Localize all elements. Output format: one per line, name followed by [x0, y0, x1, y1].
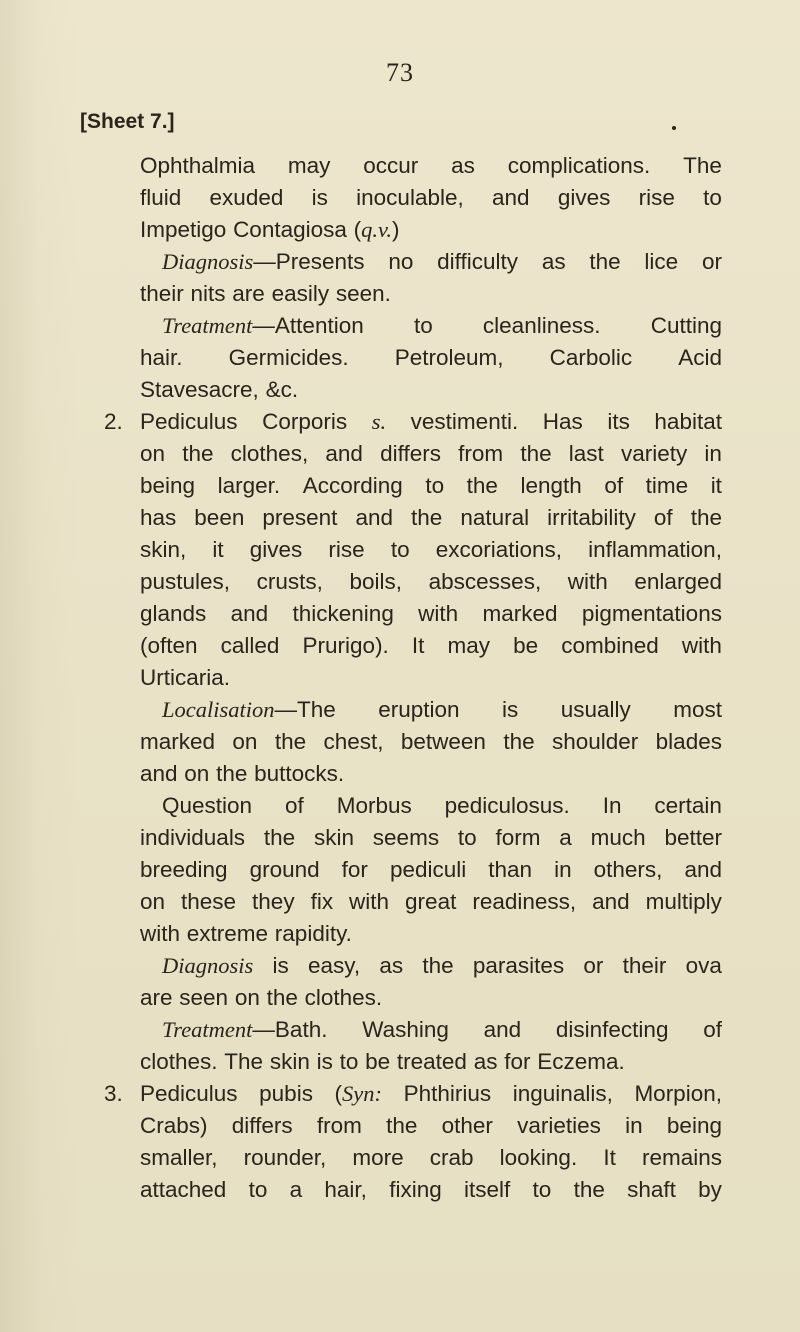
word: differs — [231, 1113, 293, 1138]
word: multiply — [645, 889, 722, 914]
ink-speck — [672, 126, 676, 130]
word: smaller, — [140, 1145, 218, 1170]
text-line — [140, 1046, 722, 1078]
word: being — [140, 473, 196, 498]
word: pediculi — [389, 857, 467, 882]
word: ground — [249, 857, 320, 882]
word: as — [451, 153, 475, 178]
text-line — [104, 406, 722, 438]
word: Localisation—The — [162, 697, 336, 722]
word: as — [379, 953, 404, 978]
word: (often — [140, 633, 198, 658]
word: extreme — [186, 921, 269, 946]
word: Washing — [362, 1017, 449, 1042]
word: Urticaria. — [140, 665, 231, 690]
word: they — [252, 889, 295, 914]
word: Diagnosis — [162, 953, 254, 978]
word: the — [266, 985, 298, 1010]
word: as — [541, 249, 566, 274]
word: to — [248, 1177, 268, 1202]
word: irritability — [547, 505, 636, 530]
page-number: 73 — [386, 58, 414, 87]
word: Corporis — [262, 409, 348, 434]
word: Pediculus — [140, 1081, 238, 1106]
text-line — [140, 534, 722, 566]
word: disinfecting — [555, 1017, 669, 1042]
word: and — [230, 601, 269, 626]
word: their — [140, 281, 184, 306]
word: the — [520, 441, 552, 466]
word: remains — [641, 1145, 722, 1170]
word: enlarged — [634, 569, 722, 594]
word: in — [704, 441, 722, 466]
word: rise — [328, 537, 365, 562]
word: skin — [269, 1049, 310, 1074]
word: with — [567, 569, 608, 594]
word: easy, — [307, 953, 361, 978]
word: for — [341, 857, 368, 882]
word: (Syn: — [334, 1081, 383, 1106]
word: on — [234, 985, 260, 1010]
word: to — [532, 1177, 552, 1202]
word: marked — [482, 601, 558, 626]
word: are — [140, 985, 173, 1010]
word: and — [483, 1017, 522, 1042]
text-line — [140, 758, 722, 790]
word: Carbolic — [549, 345, 633, 370]
word: looking. — [499, 1145, 578, 1170]
word: on — [140, 441, 166, 466]
word: It — [603, 1145, 616, 1170]
word: better — [664, 825, 722, 850]
word: &c. — [265, 377, 299, 402]
word: to — [457, 825, 477, 850]
word: length — [520, 473, 582, 498]
word: and — [140, 761, 178, 786]
word: Has — [542, 409, 583, 434]
word: glands — [140, 601, 207, 626]
word: abscesses, — [428, 569, 542, 594]
word: to — [413, 313, 433, 338]
word: and — [684, 857, 722, 882]
word: may — [447, 633, 491, 658]
list-numeral: 3. — [104, 1081, 123, 1106]
word: differs — [380, 441, 441, 466]
word: other — [441, 1113, 493, 1138]
text-line — [140, 726, 722, 758]
word: (q.v.) — [353, 217, 400, 242]
word: of — [703, 1017, 722, 1042]
word: is — [311, 185, 328, 210]
word: of — [653, 505, 673, 530]
text-line — [140, 630, 722, 662]
word: fix — [310, 889, 334, 914]
word: its — [607, 409, 630, 434]
word: pigmentations — [581, 601, 722, 626]
word: vestimenti. — [410, 409, 519, 434]
word: their — [622, 953, 667, 978]
text-line — [140, 886, 722, 918]
word: and — [492, 185, 530, 210]
word: chest, — [323, 729, 384, 754]
word: boils, — [349, 569, 403, 594]
word: variety — [620, 441, 688, 466]
word: pustules, — [140, 569, 231, 594]
text-line — [140, 374, 722, 406]
word: it — [710, 473, 722, 498]
word: Eczema. — [537, 1049, 625, 1074]
word: of — [285, 793, 304, 818]
text-line — [140, 246, 722, 278]
word: Pediculus — [140, 409, 238, 434]
word: clothes. — [140, 1049, 218, 1074]
word: rise — [638, 185, 675, 210]
word: to — [339, 1049, 359, 1074]
word: occur — [363, 153, 419, 178]
word: shoulder — [551, 729, 639, 754]
text-line — [140, 1142, 722, 1174]
word: cleanliness. — [482, 313, 601, 338]
word: crab — [429, 1145, 474, 1170]
word: of — [604, 473, 624, 498]
word: on — [140, 889, 166, 914]
word: Phthirius — [403, 1081, 492, 1106]
word: called — [220, 633, 280, 658]
word: be — [513, 633, 539, 658]
word: thickening — [292, 601, 394, 626]
text-line — [140, 278, 722, 310]
word: Germicides. — [228, 345, 349, 370]
word: be — [365, 1049, 391, 1074]
word: In — [602, 793, 622, 818]
word: parasites — [472, 953, 565, 978]
body-text — [104, 150, 722, 1206]
text-line — [140, 1174, 722, 1206]
word: with — [140, 921, 181, 946]
word: the — [216, 761, 248, 786]
word: the — [466, 473, 498, 498]
word: combined — [561, 633, 659, 658]
word: a — [559, 825, 572, 850]
word: is — [316, 1049, 333, 1074]
word: is — [502, 697, 519, 722]
word: may — [287, 153, 331, 178]
text-line — [140, 214, 722, 246]
text-line — [104, 1078, 722, 1110]
text-line — [140, 918, 722, 950]
word: hair. — [140, 345, 183, 370]
word: Treatment—Bath. — [162, 1017, 328, 1042]
word: natural — [460, 505, 530, 530]
word: fluid — [140, 185, 182, 210]
word: no — [388, 249, 414, 274]
text-line — [140, 342, 722, 374]
word: others, — [593, 857, 663, 882]
word: According — [302, 473, 403, 498]
word: buttocks. — [254, 761, 345, 786]
word: certain — [654, 793, 722, 818]
word: with — [681, 633, 722, 658]
text-line — [140, 566, 722, 598]
word: present — [262, 505, 338, 530]
word: Contagiosa — [233, 217, 347, 242]
word: readiness, — [472, 889, 577, 914]
word: is — [272, 953, 289, 978]
word: from — [458, 441, 504, 466]
word: Treatment—Attention — [162, 313, 364, 338]
word: varieties — [517, 1113, 601, 1138]
word: the — [182, 441, 214, 466]
text-line — [140, 982, 722, 1014]
word: and — [355, 505, 393, 530]
word: The — [224, 1049, 264, 1074]
word: Morpion, — [634, 1081, 722, 1106]
word: gives — [557, 185, 611, 210]
word: the — [503, 729, 535, 754]
sheet-label: [Sheet 7.] — [80, 110, 175, 133]
word: or — [701, 249, 722, 274]
word: rounder, — [243, 1145, 327, 1170]
text-line — [140, 182, 722, 214]
word: the — [274, 729, 307, 754]
word: between — [400, 729, 486, 754]
word: ova — [685, 953, 722, 978]
word: been — [194, 505, 245, 530]
word: it — [212, 537, 224, 562]
word: the — [411, 505, 443, 530]
word: The — [683, 153, 722, 178]
text-line — [140, 790, 722, 822]
word: shaft — [627, 1177, 676, 1202]
word: much — [590, 825, 646, 850]
text-line — [140, 1110, 722, 1142]
word: being — [666, 1113, 722, 1138]
text-line — [140, 598, 722, 630]
text-line — [140, 1014, 722, 1046]
word: to — [425, 473, 445, 498]
word: It — [411, 633, 425, 658]
text-line — [140, 310, 722, 342]
word: nits — [190, 281, 226, 306]
word: Cutting — [650, 313, 722, 338]
word: habitat — [654, 409, 722, 434]
text-line — [140, 470, 722, 502]
word: Diagnosis—Presents — [162, 249, 365, 274]
word: form — [495, 825, 541, 850]
word: excoriations, — [435, 537, 563, 562]
word: the — [589, 249, 621, 274]
word: on — [232, 729, 258, 754]
word: than — [488, 857, 533, 882]
word: the — [263, 825, 296, 850]
word: s. — [371, 409, 387, 434]
word: these — [181, 889, 237, 914]
list-numeral: 2. — [104, 409, 123, 434]
word: clothes, — [230, 441, 309, 466]
word: complications. — [507, 153, 651, 178]
word: Crabs) — [140, 1113, 208, 1138]
word: more — [352, 1145, 404, 1170]
word: breeding — [140, 857, 228, 882]
text-line — [140, 438, 722, 470]
word: clothes. — [304, 985, 383, 1010]
word: Morbus — [336, 793, 412, 818]
word: in — [625, 1113, 643, 1138]
word: inoculable, — [356, 185, 464, 210]
word: time — [645, 473, 689, 498]
text-line — [140, 694, 722, 726]
word: inflammation, — [588, 537, 722, 562]
word: inguinalis, — [512, 1081, 613, 1106]
word: with — [349, 889, 390, 914]
text-line — [140, 502, 722, 534]
word: hair, — [324, 1177, 367, 1202]
word: Stavesacre, — [140, 377, 259, 402]
word: the — [422, 953, 454, 978]
word: rapidity. — [274, 921, 352, 946]
text-line — [140, 854, 722, 886]
word: on — [184, 761, 210, 786]
word: Impetigo — [140, 217, 227, 242]
word: pubis — [259, 1081, 313, 1106]
word: Acid — [678, 345, 722, 370]
word: itself — [464, 1177, 511, 1202]
word: pediculosus. — [444, 793, 570, 818]
word: seen. — [335, 281, 391, 306]
word: great — [405, 889, 457, 914]
word: the — [386, 1113, 418, 1138]
word: usually — [560, 697, 631, 722]
word: treated — [396, 1049, 467, 1074]
word: or — [583, 953, 604, 978]
word: difficulty — [437, 249, 519, 274]
word: skin, — [140, 537, 187, 562]
word: lice — [644, 249, 679, 274]
word: seems — [372, 825, 440, 850]
text-line — [140, 822, 722, 854]
word: Prurigo). — [302, 633, 389, 658]
text-line — [140, 662, 722, 694]
word: individuals — [140, 825, 246, 850]
word: has — [140, 505, 177, 530]
word: seen — [179, 985, 229, 1010]
word: to — [703, 185, 722, 210]
word: attached — [140, 1177, 227, 1202]
word: crusts, — [256, 569, 323, 594]
word: fixing — [389, 1177, 442, 1202]
word: marked — [140, 729, 216, 754]
word: with — [418, 601, 459, 626]
word: Ophthalmia — [140, 153, 256, 178]
word: and — [592, 889, 630, 914]
word: most — [673, 697, 722, 722]
word: a — [289, 1177, 303, 1202]
word: exuded — [209, 185, 284, 210]
word: last — [568, 441, 604, 466]
word: in — [554, 857, 572, 882]
word: the — [573, 1177, 605, 1202]
word: eruption — [378, 697, 460, 722]
word: larger. — [217, 473, 281, 498]
text-line — [140, 950, 722, 982]
word: the — [690, 505, 722, 530]
text-line — [140, 150, 722, 182]
word: to — [390, 537, 410, 562]
word: gives — [249, 537, 303, 562]
word: from — [316, 1113, 362, 1138]
word: blades — [655, 729, 722, 754]
word: as — [473, 1049, 498, 1074]
word: Question — [162, 793, 253, 818]
word: by — [698, 1177, 722, 1202]
word: easily — [271, 281, 330, 306]
word: and — [325, 441, 363, 466]
word: for — [504, 1049, 531, 1074]
word: skin — [313, 825, 354, 850]
word: Petroleum, — [394, 345, 504, 370]
word: are — [232, 281, 265, 306]
